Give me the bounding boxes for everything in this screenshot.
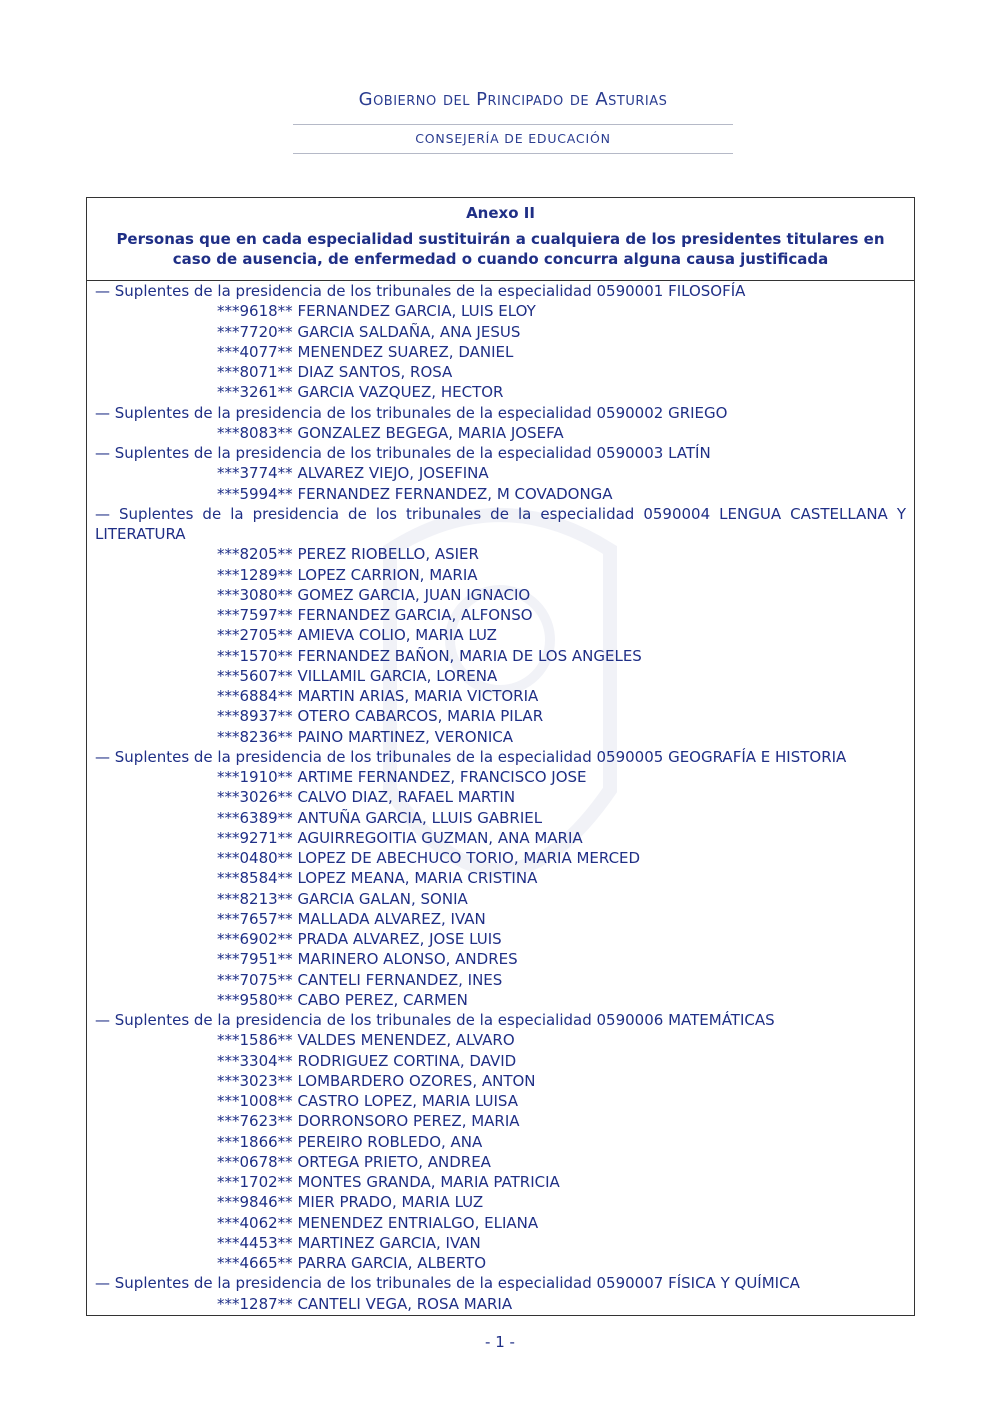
specialty-heading: — Suplentes de la presidencia de los tribunales de la especialidad 0590005 GEOGRAFÍA E HISTORIA bbox=[95, 747, 847, 766]
substitutes-list bbox=[87, 281, 914, 1314]
substitute-entry: ***7075** CANTELI FERNANDEZ, INES bbox=[217, 970, 503, 989]
substitute-entry: ***3026** CALVO DIAZ, RAFAEL MARTIN bbox=[217, 788, 516, 807]
substitute-entry: ***4062** MENENDEZ ENTRIALGO, ELIANA bbox=[217, 1213, 539, 1232]
substitute-entry: ***4453** MARTINEZ GARCIA, IVAN bbox=[217, 1233, 481, 1252]
government-title: Gobierno del Principado de Asturias bbox=[358, 89, 668, 110]
substitute-entry: ***7657** MALLADA ALVAREZ, IVAN bbox=[217, 909, 486, 928]
substitute-entry: ***4665** PARRA GARCIA, ALBERTO bbox=[217, 1254, 486, 1272]
header-divider bbox=[293, 124, 733, 125]
specialty-heading: — Suplentes de la presidencia de los tribunales de la especialidad 0590002 GRIEGO bbox=[95, 403, 728, 422]
substitute-entry: ***6389** ANTUÑA GARCIA, LLUIS GABRIEL bbox=[217, 808, 543, 827]
substitute-entry: ***4077** MENENDEZ SUAREZ, DANIEL bbox=[217, 342, 514, 361]
substitute-entry: ***1910** ARTIME FERNANDEZ, FRANCISCO JOSE bbox=[217, 768, 587, 786]
substitute-entry: ***1570** FERNANDEZ BAÑON, MARIA DE LOS ANGELES bbox=[217, 646, 642, 665]
substitute-entry: ***9271** AGUIRREGOITIA GUZMAN, ANA MARIA bbox=[217, 828, 583, 847]
substitute-entry: ***3774** ALVAREZ VIEJO, JOSEFINA bbox=[217, 464, 489, 483]
substitute-entry: ***7951** MARINERO ALONSO, ANDRES bbox=[217, 950, 518, 969]
substitute-entry: ***9846** MIER PRADO, MARIA LUZ bbox=[217, 1193, 484, 1212]
substitute-entry: ***1008** CASTRO LOPEZ, MARIA LUISA bbox=[217, 1092, 518, 1110]
substitute-entry: ***6884** MARTIN ARIAS, MARIA VICTORIA bbox=[217, 687, 539, 705]
header-divider-bottom bbox=[293, 153, 733, 154]
substitute-entry: ***2705** AMIEVA COLIO, MARIA LUZ bbox=[217, 626, 497, 645]
substitute-entry: ***0480** LOPEZ DE ABECHUCO TORIO, MARIA MERCED bbox=[217, 849, 641, 867]
substitute-entry: ***3261** GARCIA VAZQUEZ, HECTOR bbox=[217, 383, 504, 402]
substitute-entry: ***7720** GARCIA SALDAÑA, ANA JESUS bbox=[217, 322, 521, 341]
substitute-entry: ***8236** PAINO MARTINEZ, VERONICA bbox=[217, 727, 513, 746]
substitute-entry: ***3080** GOMEZ GARCIA, JUAN IGNACIO bbox=[217, 585, 531, 604]
substitute-entry: ***6902** PRADA ALVAREZ, JOSE LUIS bbox=[217, 930, 502, 948]
substitute-entry: ***8584** LOPEZ MEANA, MARIA CRISTINA bbox=[217, 869, 538, 888]
annex-subtitle: Personas que en cada especialidad sustituirán a cualquiera de los presidentes titulares en caso de ausencia, de enfermedad o cuando concurra alguna causa justificada bbox=[116, 230, 885, 268]
specialty-heading: — Suplentes de la presidencia de los tribunales de la especialidad 0590006 MATEMÁTICAS bbox=[95, 1011, 775, 1029]
substitute-entry: ***8213** GARCIA GALAN, SONIA bbox=[217, 889, 468, 908]
substitute-entry: ***9618** FERNANDEZ GARCIA, LUIS ELOY bbox=[217, 302, 536, 321]
substitute-entry: ***5994** FERNANDEZ FERNANDEZ, M COVADONGA bbox=[217, 484, 613, 503]
substitute-entry: ***1866** PEREIRO ROBLEDO, ANA bbox=[217, 1132, 483, 1151]
letterhead bbox=[293, 86, 733, 154]
specialty-heading: — Suplentes de la presidencia de los tribunales de la especialidad 0590001 FILOSOFÍA bbox=[95, 282, 746, 300]
substitute-entry: ***8937** OTERO CABARCOS, MARIA PILAR bbox=[217, 707, 544, 726]
substitute-entry: ***3023** LOMBARDERO OZORES, ANTON bbox=[217, 1071, 536, 1090]
substitute-entry: ***7623** DORRONSORO PEREZ, MARIA bbox=[217, 1112, 520, 1131]
substitute-entry: ***8083** GONZALEZ BEGEGA, MARIA JOSEFA bbox=[217, 423, 564, 442]
annex-header bbox=[87, 198, 914, 281]
substitute-entry: ***9580** CABO PEREZ, CARMEN bbox=[217, 990, 468, 1009]
specialty-heading: — Suplentes de la presidencia de los tribunales de la especialidad 0590007 FÍSICA Y QUÍMICA bbox=[95, 1274, 800, 1293]
annex-title: Anexo II bbox=[466, 204, 535, 222]
substitute-entry: ***1289** LOPEZ CARRION, MARIA bbox=[217, 565, 478, 584]
substitute-entry: ***5607** VILLAMIL GARCIA, LORENA bbox=[217, 666, 498, 685]
specialty-heading: — Suplentes de la presidencia de los tribunales de la especialidad 0590003 LATÍN bbox=[95, 444, 711, 462]
substitute-entry: ***7597** FERNANDEZ GARCIA, ALFONSO bbox=[217, 606, 533, 624]
page-number: - 1 - bbox=[485, 1333, 515, 1351]
substitute-entry: ***0678** ORTEGA PRIETO, ANDREA bbox=[217, 1152, 491, 1171]
department-name: CONSEJERÍA DE EDUCACIÓN bbox=[415, 131, 611, 146]
substitute-entry: ***1702** MONTES GRANDA, MARIA PATRICIA bbox=[217, 1173, 560, 1191]
substitute-entry: ***1287** CANTELI VEGA, ROSA MARIA bbox=[217, 1294, 513, 1313]
substitute-entry: ***3304** RODRIGUEZ CORTINA, DAVID bbox=[217, 1051, 517, 1070]
substitute-entry: ***8205** PEREZ RIOBELLO, ASIER bbox=[217, 545, 479, 564]
annex-table bbox=[86, 197, 915, 1316]
specialty-heading: — Suplentes de la presidencia de los tribunales de la especialidad 0590004 LENGUA CASTELLANA Y LITERATURA bbox=[95, 504, 906, 543]
substitute-entry: ***8071** DIAZ SANTOS, ROSA bbox=[217, 363, 453, 381]
substitute-entry: ***1586** VALDES MENENDEZ, ALVARO bbox=[217, 1031, 515, 1050]
